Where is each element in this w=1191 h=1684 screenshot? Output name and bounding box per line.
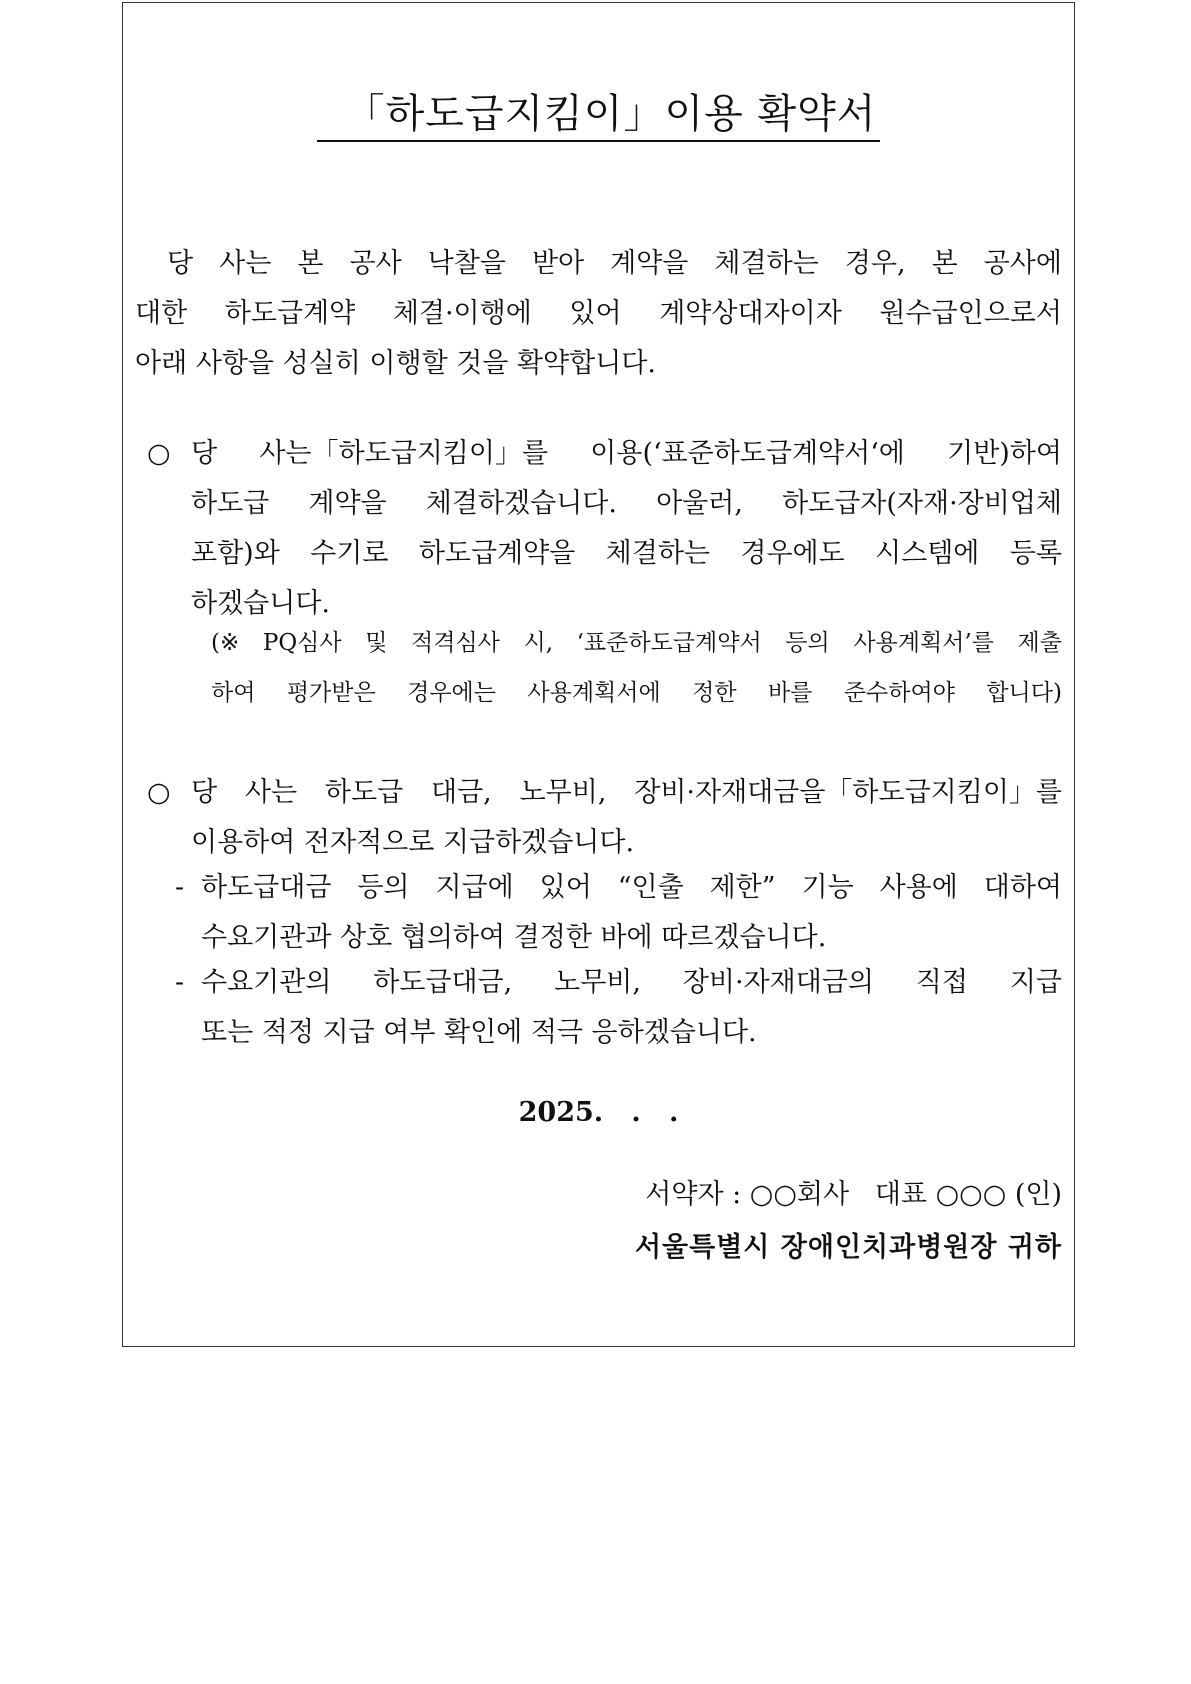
item-1-note xyxy=(211,618,1062,718)
sub-2-line-1: 수요기관의 하도급대금, 노무비, 장비·자재대금의 직접 지급 xyxy=(201,967,1062,998)
document-title: 「하도급지킴이」이용 확약서 xyxy=(123,91,1074,142)
item-2 xyxy=(147,768,1062,868)
sub-1-line-2: 수요기관과 상호 협의하여 결정한 바에 따르겠습니다. xyxy=(201,922,827,953)
item-1-line-1: 당 사는「하도급지킴이」를 이용(‘표준하도급계약서‘에 기반)하여 xyxy=(191,438,1062,469)
item-1 xyxy=(147,429,1062,629)
item-1-first-line xyxy=(147,429,1062,479)
item-2-sub-1 xyxy=(175,863,1062,963)
item-1-line-2: 하도급 계약을 체결하겠습니다. 아울러, 하도급자(자재·장비업체 xyxy=(191,488,1062,519)
dash-bullet-icon: - xyxy=(175,967,185,998)
note-line-2: 하여 평가받은 경우에는 사용계획서에 정한 바를 준수하여야 합니다) xyxy=(211,680,1062,706)
intro-paragraph xyxy=(135,239,1062,389)
item-2-first-line xyxy=(147,768,1062,818)
item-2-sub-2 xyxy=(175,958,1062,1058)
intro-line-2: 대한 하도급계약 체결·이행에 있어 계약상대자이자 원수급인으로서 xyxy=(135,298,1062,329)
item-2-line-2: 이용하여 전자적으로 지급하겠습니다. xyxy=(191,827,635,858)
sub-2-line-2: 또는 적정 지급 여부 확인에 적극 응하겠습니다. xyxy=(201,1017,757,1048)
circle-bullet-icon: ○ xyxy=(147,777,171,808)
dash-bullet-icon: - xyxy=(175,872,185,903)
date-line: 2025. . . xyxy=(518,1097,679,1128)
intro-line-3: 아래 사항을 성실히 이행할 것을 확약합니다. xyxy=(135,348,656,379)
sub-1-line-1: 하도급대금 등의 지급에 있어 “인출 제한” 기능 사용에 대하여 xyxy=(201,872,1062,903)
document-frame xyxy=(122,2,1075,1347)
item-2-line-1: 당 사는 하도급 대금, 노무비, 장비·자재대금을「하도급지킴이」를 xyxy=(191,777,1062,808)
intro-line-1: 당 사는 본 공사 낙찰을 받아 계약을 체결하는 경우, 본 공사에 xyxy=(167,248,1062,279)
sub-2-first-line xyxy=(175,958,1062,1008)
addressee-line: 서울특별시 장애인치과병원장 귀하 xyxy=(634,1232,1062,1263)
sub-1-first-line xyxy=(175,863,1062,913)
circle-bullet-icon: ○ xyxy=(147,438,171,469)
item-1-line-3: 포함)와 수기로 하도급계약을 체결하는 경우에도 시스템에 등록 xyxy=(191,538,1062,569)
item-1-line-4: 하겠습니다. xyxy=(191,588,330,619)
note-line-1: (※ PQ심사 및 적격심사 시, ‘표준하도급계약서 등의 사용계획서’를 제출 xyxy=(211,630,1062,656)
signer-line: 서약자 : ○○회사 대표 ○○○ (인) xyxy=(645,1179,1062,1210)
